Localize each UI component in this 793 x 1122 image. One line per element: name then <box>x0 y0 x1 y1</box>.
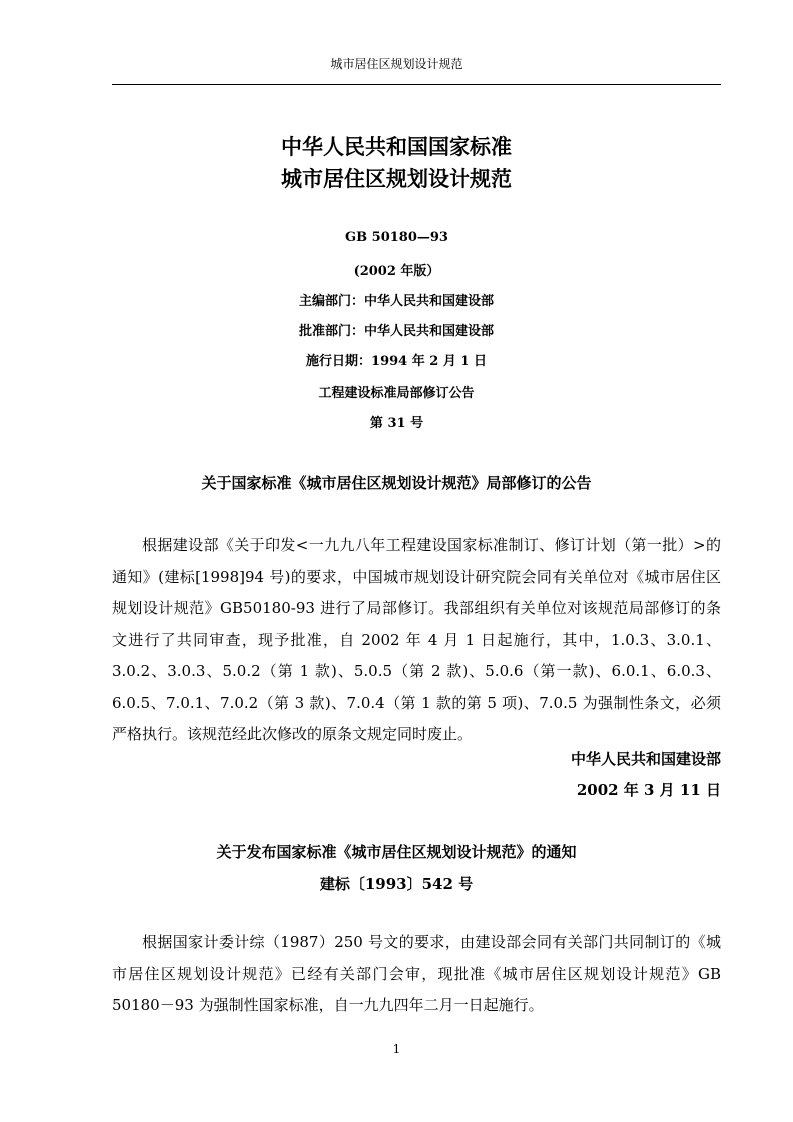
editor-department: 主编部门：中华人民共和国建设部 <box>298 294 494 309</box>
document-title-line2: 城市居住区规划设计规范 <box>281 166 512 191</box>
approval-department: 批准部门：中华人民共和国建设部 <box>298 324 494 339</box>
announcement-number: 第 31 号 <box>369 416 424 431</box>
edition: (2002 年版） <box>353 264 440 279</box>
running-header: 城市居住区规划设计规范 <box>330 57 463 71</box>
section1-heading: 关于国家标准《城市居住区规划设计规范》局部修订的公告 <box>201 474 592 492</box>
section1-date: 2002 年 3 月 11 日 <box>576 781 721 799</box>
header-divider <box>112 84 721 85</box>
section1-body: 根据建设部《关于印发<一九九八年工程建设国家标准制订、修订计划（第一批）>的通知》(建标[1998]94 号)的要求，中国城市规划设计研究院会同有关单位对《城市居住区规划设计规范》GB50180-93 进行了局部修订。我部组织有关单位对该规范局部修订的条文进行了共同审查，现予批准，自 2002 年 4 月 1 日起施行，其中，1.0.3、3.0.1、3.0.2、3.0.3、5.0.2（第 1 款)、5.0.5（第 2 款)、5.0.6（第一款)、6.0.1、6.0.3、6.0.5、7.0.1、7.0.2（第 3 款)、7.0.4（第 1 款的第 5 项)、7.0.5 为强制性条文，必须严格执行。该规范经此次修改的原条文规定同时废止。 <box>112 536 721 743</box>
standard-code: GB 50180—93 <box>345 230 448 245</box>
page-number: 1 <box>392 1042 401 1056</box>
announcement-title: 工程建设标准局部修订公告 <box>318 386 475 401</box>
section2-subheading: 建标〔1993〕542 号 <box>319 875 474 893</box>
document-title-line1: 中华人民共和国国家标准 <box>281 134 512 159</box>
section1-signatory: 中华人民共和国建设部 <box>570 750 721 768</box>
section2-heading: 关于发布国家标准《城市居住区规划设计规范》的通知 <box>216 843 577 861</box>
section2-body: 根据国家计委计综（1987）250 号文的要求，由建设部会同有关部门共同制订的《城市居住区规划设计规范》已经有关部门会审，现批准《城市居住区规划设计规范》GB 50180－93 为强制性国家标准，自一九九四年二月一日起施行。 <box>112 933 721 1014</box>
effective-date: 施行日期：1994 年 2 月 1 日 <box>306 354 487 369</box>
